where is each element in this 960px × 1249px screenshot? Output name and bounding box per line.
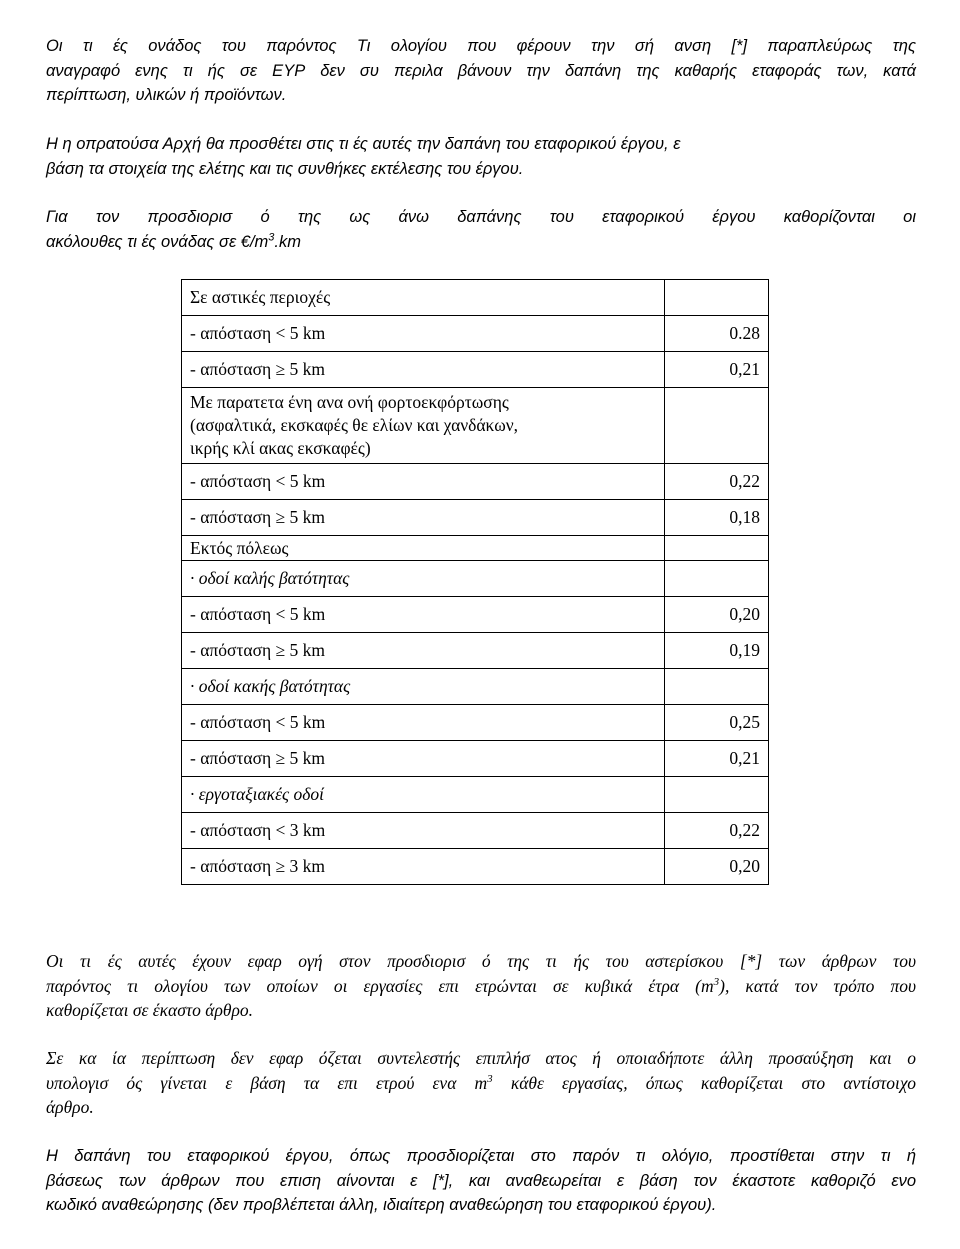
row-label: - απόσταση < 5 km (182, 316, 665, 352)
row-value (665, 777, 769, 813)
text-line: Οι τι ές αυτές έχουν εφαρ ογή στον προσδιορισ ό της τι ής του αστερίσκου [*] των άρθρων του (46, 951, 916, 971)
text-segment: παρόντος τι ολογίου των οποίων οι εργασίες επι ετρώνται σε κυβικά έτρα (m (46, 975, 714, 996)
text-line: καθορίζεται σε έκαστο άρθρο. (46, 1000, 253, 1020)
text-line: Η δαπάνη του εταφορικού έργου, όπως προσδιορίζεται στο παρόν τι ολόγιο, προστίθεται στην τι ή (46, 1147, 916, 1165)
table-row (182, 705, 769, 741)
table-row (182, 741, 769, 777)
text-segment: ακόλουθες τι ές ονάδας σε €/m (46, 232, 269, 251)
table-row (182, 280, 769, 316)
row-value (665, 388, 769, 464)
table-row (182, 500, 769, 536)
table-row (182, 633, 769, 669)
row-label: - απόσταση < 5 km (182, 597, 665, 633)
table-row (182, 352, 769, 388)
text-line (46, 230, 916, 255)
row-value: 0,20 (665, 597, 769, 633)
table-row (182, 464, 769, 500)
text-line: κωδικό αναθεώρησης (δεν προβλέπεται άλλη, ιδιαίτερη αναθεώρηση του εταφορικού έργου). (46, 1196, 717, 1214)
row-value: 0,20 (665, 849, 769, 885)
superscript: 3 (487, 1072, 493, 1085)
text-segment: κάθε εργασίας, όπως καθορίζεται στο αντίστοιχο (492, 1072, 916, 1093)
table-row (182, 669, 769, 705)
row-label: Σε αστικές περιοχές (182, 280, 665, 316)
label-line: (ασφαλτικά, εκσκαφές θε ελίων και χανδάκων, (190, 415, 519, 435)
row-label: · οδοί κακής βατότητας (182, 669, 665, 705)
row-label: · εργοταξιακές οδοί (182, 777, 665, 813)
text-line: Για τον προσδιορισ ό της ως άνω δαπάνης του εταφορικού έργου καθορίζονται οι (46, 208, 916, 226)
row-label: - απόσταση ≥ 3 km (182, 849, 665, 885)
superscript: 3 (713, 975, 720, 988)
row-value (665, 280, 769, 316)
row-label: Εκτός πόλεως (182, 536, 665, 561)
row-value (665, 669, 769, 705)
row-value: 0.28 (665, 316, 769, 352)
row-value: 0,18 (665, 500, 769, 536)
text-line (46, 974, 916, 999)
text-line: βάσεως των άρθρων που επιση αίνονται ε [*], και αναθεωρείται ε βάση τον έκαστοτε καθοριζό ενο (46, 1171, 916, 1190)
row-value (665, 536, 769, 561)
text-line: Η η οπρατούσα Αρχή θα προσθέτει στις τι ές αυτές την δαπάνη του εταφορικού έργου, ε (46, 135, 681, 153)
text-line: περίπτωση, υλικών ή προϊόντων. (46, 86, 287, 104)
intro-paragraph (46, 34, 916, 108)
row-label: - απόσταση < 5 km (182, 705, 665, 741)
row-label: - απόσταση ≥ 5 km (182, 741, 665, 777)
row-value: 0,22 (665, 464, 769, 500)
table-row (182, 536, 769, 561)
label-line: Με παρατετα ένη ανα ονή φορτοεκφόρτωσης (190, 392, 509, 412)
text-segment: υπολογισ ός γίνεται ε βάση τα επι ετρού ενα m (46, 1072, 488, 1093)
table-row (182, 561, 769, 597)
text-line: άρθρο. (46, 1097, 94, 1117)
revision-paragraph (46, 1144, 916, 1218)
text-line: αναγραφό ενης τι ής σε ΕΥΡ δεν συ περιλα βάνουν την δαπάνη της καθαρής εταφοράς των, κατά (46, 61, 916, 80)
table-row (182, 597, 769, 633)
table-row (182, 388, 769, 464)
row-value: 0,25 (665, 705, 769, 741)
text-segment: ), κατά τον τρόπο που (719, 975, 916, 996)
text-segment: .km (274, 232, 302, 251)
application-paragraph (46, 949, 916, 1023)
authority-paragraph (46, 132, 916, 181)
rates-intro-paragraph (46, 205, 916, 254)
row-value: 0,22 (665, 813, 769, 849)
text-line: Σε κα ία περίπτωση δεν εφαρ όζεται συντελεστής επιπλήσ ατος ή οποιαδήποτε άλλη προσαύξηση και ο (46, 1048, 916, 1068)
row-label: - απόσταση ≥ 5 km (182, 500, 665, 536)
no-surcharge-paragraph (46, 1046, 916, 1120)
text-line: βάση τα στοιχεία της ελέτης και τις συνθήκες εκτέλεσης του έργου. (46, 159, 524, 178)
text-line: Οι τι ές ονάδος του παρόντος Τι ολογίου που φέρουν την σή ανση [*] παραπλεύρως της (46, 37, 916, 55)
row-value (665, 561, 769, 597)
row-label: · οδοί καλής βατότητας (182, 561, 665, 597)
row-value: 0,21 (665, 352, 769, 388)
row-label: - απόσταση < 5 km (182, 464, 665, 500)
row-value: 0,19 (665, 633, 769, 669)
row-label (182, 388, 665, 464)
superscript: 3 (268, 231, 275, 243)
table-row (182, 849, 769, 885)
rates-table (181, 279, 769, 885)
table-row (182, 813, 769, 849)
row-label: - απόσταση ≥ 5 km (182, 633, 665, 669)
text-line (46, 1071, 916, 1096)
table-row (182, 316, 769, 352)
row-label: - απόσταση ≥ 5 km (182, 352, 665, 388)
row-value: 0,21 (665, 741, 769, 777)
table-row (182, 777, 769, 813)
row-label: - απόσταση < 3 km (182, 813, 665, 849)
label-line: ικρής κλί ακας εκσκαφές) (190, 438, 371, 458)
